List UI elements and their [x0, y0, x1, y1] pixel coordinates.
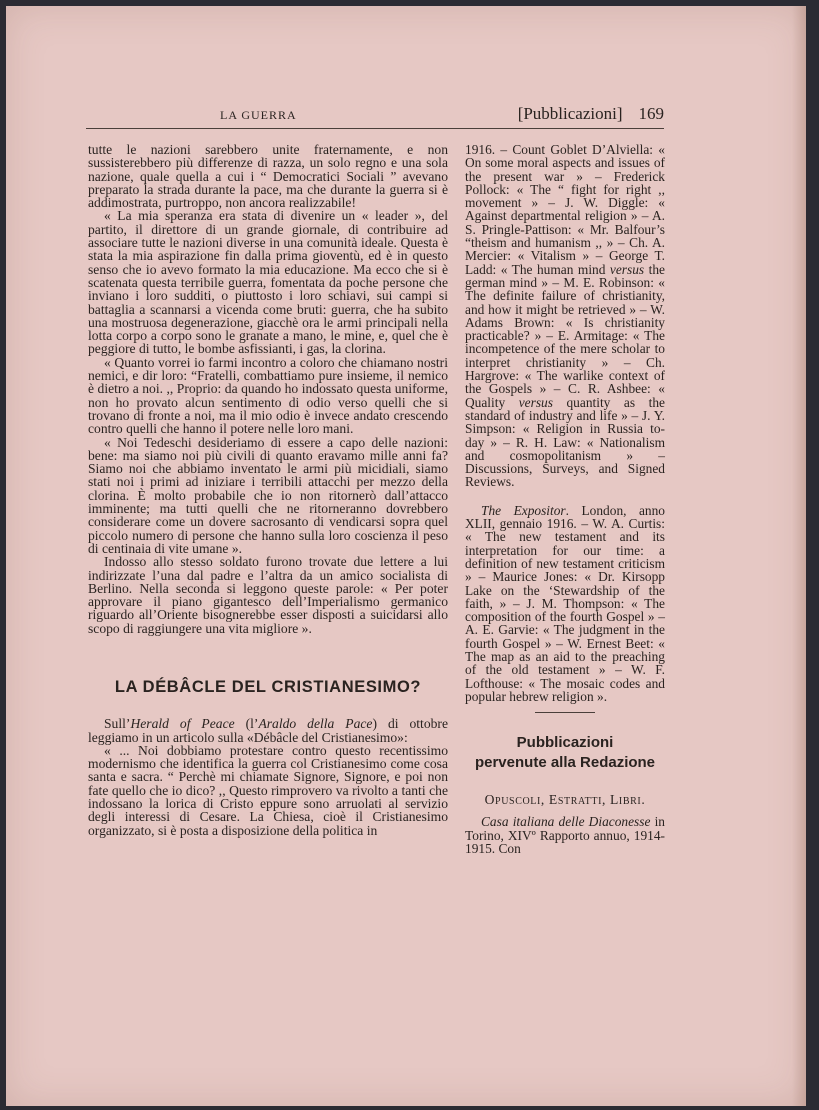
text: (l’: [234, 716, 259, 732]
text: quantity as the standard of industry and life » – J. Y. Simpson: « Religion in Russia to-day » – R. H. Law: « Nationalism and cosmopolitanism » – Discussions, Surveys, and Signed Reviews.: [465, 394, 665, 490]
text-italic: versus: [518, 394, 553, 410]
paragraph: « ... Noi dobbiamo protestare contro questo recentissimo modernismo che identifica la guerra col Cristianesimo come cosa santa e sacra. “ Perchè mi chiamate Signore, Signore, e poi non fate quello che io dico? ,, Questo rimprovero va rivolto a tanti che indossano la lorica di Cristo eppure sono arruolati al servizio degli interessi di Cesare. La Chiesa, cioè il Cristianesimo organizzato, si è posta a disposizione della politica in: [88, 742, 448, 838]
page-edge-shadow: [792, 6, 806, 1106]
text: the german mind » – M. E. Robinson: « The definite failure of christianity, and how it might be retrieved » – W. Adams Brown: « Is christianity practicable? » – E. Armitage: « The incompetence of the mere scholar to interpret christianity » – Ch. Hargrove: « The warlike context of the Gospels » – C. R. Ashbee: « Quality: [465, 261, 665, 410]
left-column: [88, 143, 448, 837]
periodical-title: Herald of Peace: [130, 716, 235, 732]
section-title-line: Pubblicazioni: [516, 734, 614, 752]
paragraph: « Quanto vorrei io farmi incontro a coloro che chiamano nostri nemici, e dir loro: “Fratelli, combattiamo pure insieme, il nemico è dietro a noi. ,, Proprio: da quando ho indossato questa uniforme, non ho provato alcun sentimento di odio verso quelli che si trovano di fronte a noi, ma il mio odio è invece andato crescendo contro quelli che hanno il potere nelle loro mani.: [88, 354, 448, 437]
paragraph: [465, 815, 665, 855]
section-title: [465, 733, 665, 773]
periodical-title: The Expositor: [481, 502, 566, 518]
divider: [535, 712, 595, 713]
section-label: [Pubblicazioni]: [517, 104, 623, 123]
text: in Torino, XIVº Rapporto annuo, 1914-1915. Con: [465, 814, 665, 857]
publication-title: Casa italiana delle Diaconesse: [481, 814, 651, 830]
section-subtitle: Opuscoli, Estratti, Libri.: [484, 792, 646, 808]
right-column: [465, 143, 665, 855]
paragraph: [465, 143, 665, 489]
paragraph: [88, 717, 448, 744]
page-header: [86, 106, 664, 129]
periodical-title-it: Araldo della Pace: [258, 716, 373, 732]
running-title: LA GUERRA: [220, 108, 297, 122]
paragraph: « Noi Tedeschi desideriamo di essere a capo delle nazioni: bene: ma siamo noi più civili di quanto eravamo mille anni fa? Siamo noi che abbiamo inventato le armi più micidiali, siamo stati noi i primi ad iniziare i terribili attacchi per mezzo della clorina. È molto probabile che io non ritornerò dall’attacco imminente; ma tutti quelli che ne ritorneranno dovrebbero considerare come un dovere sacrosanto di vendicarsi sopra quel piccolo numero di persone che hanno sulla loro coscienza il peso di centinaia di vite umane ».: [88, 434, 448, 556]
text: . London, anno XLII, gennaio 1916. – W. A. Curtis: « The new testament and its interpretation for our time: a definition of new testament criticism » – Maurice Jones: « Dr. Kirsopp Lake on the ‘Stewardship of the faith, » – J. M. Thompson: « The composition of the fourth Gospel » – A. E. Garvie: « The judgment in the fourth Gospel » – W. Ernest Beet: « The map as an aid to the preaching of the old testament » – W. F. Lofthouse: « The mosaic codes and popular hebrew religion ».: [465, 502, 666, 704]
article-heading: LA DÉBÂCLE DEL CRISTIANESIMO?: [114, 677, 422, 696]
text-italic: versus: [609, 261, 645, 277]
page-number: 169: [638, 104, 664, 123]
text: Sull’: [104, 716, 131, 732]
paragraph: tutte le nazioni sarebbero unite fraternamente, e non sussisterebbero più differenze di razza, un solo regno e una sola nazione, quale quella a cui i “ Democratici Sociali ” avevano preparato la strada durante la pace, ma che durante la guerra si è addimostrata, purtroppo, non ancora realizzabile!: [88, 142, 448, 211]
paragraph: Indosso allo stesso soldato furono trovate due lettere a lui indirizzate l’una dal padre e l’altra da un amico socialista di Berlino. Nella seconda si leggono queste parole: « Per poter approvare il piano gigantesco dell’Imperialismo germanico riguardo all’Oriente bisognerebbe esser disposti a suicidarsi allo scopo di raggiungere una vita migliore ».: [88, 554, 448, 636]
header-right: [518, 104, 664, 124]
paragraph: « La mia speranza era stata di divenire un « leader », del partito, il direttore di un grande giornale, di contribuire ad associare tutte le nazioni diverse in una comunità ideale. Questa è stata la mia aspirazione fin dalla prima gioventù, ed è in questo senso che io avevo formato la mia educazione. Ma ecco che si è scatenata questa terribile guerra, fomentata da poche persone che inviano i loro sudditi, o piuttosto i loro schiavi, sui campi si battaglia a scannarsi a vicenda come bruti: guerra, che ha subito una mostruosa degenerazione, giacchè ora le armi principali nella lotta corpo a corpo sono le granate a mano, le mine, e, quel che è peggiore di tutto, le bombe asfissianti, i gas, la clorina.: [88, 208, 448, 357]
paragraph: [465, 504, 665, 703]
page: [6, 6, 806, 1106]
text: ) di ottobre leggiamo in un articolo sulla «Débâcle del Cristianesimo»:: [88, 716, 448, 745]
text: 1916. – Count Goblet D’Alviella: « On some moral aspects and issues of the present war » – Frederick Pollock: « The “ fight for right ,, movement » – J. W. Diggle: « Against departmental religion » – A. S. Pringle-Pattison: « Mr. Balfour’s “theism and humanism ,, » – Ch. A. Mercier: « Vitalism » – George T. Ladd: « The human mind: [465, 142, 665, 277]
section-title-line: pervenute alla Redazione: [474, 754, 656, 772]
